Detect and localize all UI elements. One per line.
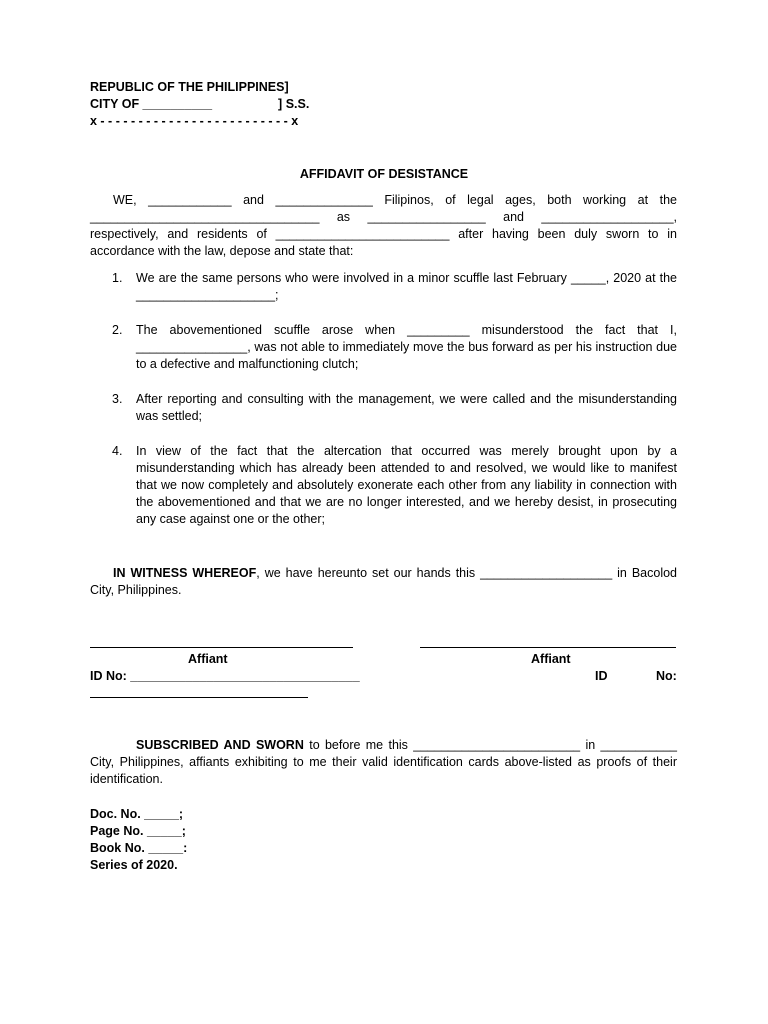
right-id-line (90, 697, 308, 698)
item-text: We are the same persons who were involved in a minor scuffle last February _____, 2020 at the ____________________; (136, 271, 677, 302)
item-number: 4. (112, 444, 123, 458)
series-year: Series of 2020. (90, 858, 178, 872)
left-signature-line (90, 647, 353, 648)
doc-number: Doc. No. _____; (90, 807, 184, 821)
caption-republic: REPUBLIC OF THE PHILIPPINES] (90, 80, 289, 94)
left-id-number: ID No: _________________________________ (90, 669, 360, 683)
witness-rest: , we have hereunto set our hands this ___________________ in Bacolod City, Philippines. (90, 566, 678, 597)
caption-divider: x - - - - - - - - - - - - - - - - - - - - - - - - - x (90, 114, 299, 128)
subscribed-lead: SUBSCRIBED AND SWORN (136, 738, 304, 752)
item-text: In view of the fact that the altercation that occurred was merely brought upon by a misunderstanding which has already been attended to and resolved, we would like to manifest that we now completely and absolutely exonerate each other from any liability in connection with the abovementioned and that we are no longer interested, and we hereby desist, in prosecuting any case against one or the other; (136, 444, 677, 526)
book-number: Book No. _____: (90, 841, 188, 855)
witness-lead: IN WITNESS WHEREOF (113, 566, 257, 580)
right-id-no-label: No: (656, 669, 677, 683)
intro-paragraph: WE, ____________ and ______________ Filipinos, of legal ages, both working at the _________________________________ as _________________ and ___________________, respectively, and residents of _________________________ after having been duly sworn to in accordance with the law, depose and state that: (90, 193, 677, 258)
right-signature-line (420, 647, 676, 648)
document-title: AFFIDAVIT OF DESISTANCE (299, 167, 469, 181)
notarial-register (90, 806, 187, 874)
venue-caption (90, 79, 309, 130)
item-number: 1. (112, 271, 123, 285)
right-affiant-label: Affiant (531, 652, 571, 666)
page-number: Page No. _____; (90, 824, 186, 838)
item-number: 2. (112, 323, 123, 337)
subscribed-paragraph (90, 737, 677, 788)
caption-city: CITY OF __________ ] S.S. (90, 97, 310, 111)
right-id-label: ID (595, 669, 608, 683)
item-number: 3. (112, 392, 123, 406)
left-affiant-label: Affiant (188, 652, 228, 666)
item-text: The abovementioned scuffle arose when _________ misunderstood the fact that I, ________________, was not able to immediately move the bus forward as per his instruction due to a defective and malfunctioning clutch; (136, 323, 677, 371)
witness-paragraph (90, 565, 677, 599)
item-text: After reporting and consulting with the management, we were called and the misunderstanding was settled; (136, 392, 677, 423)
subscribed-rest: to before me this ________________________ in ___________ City, Philippines, affiants exhibiting to me their valid identification cards above-listed as proofs of their identification. (90, 738, 678, 786)
